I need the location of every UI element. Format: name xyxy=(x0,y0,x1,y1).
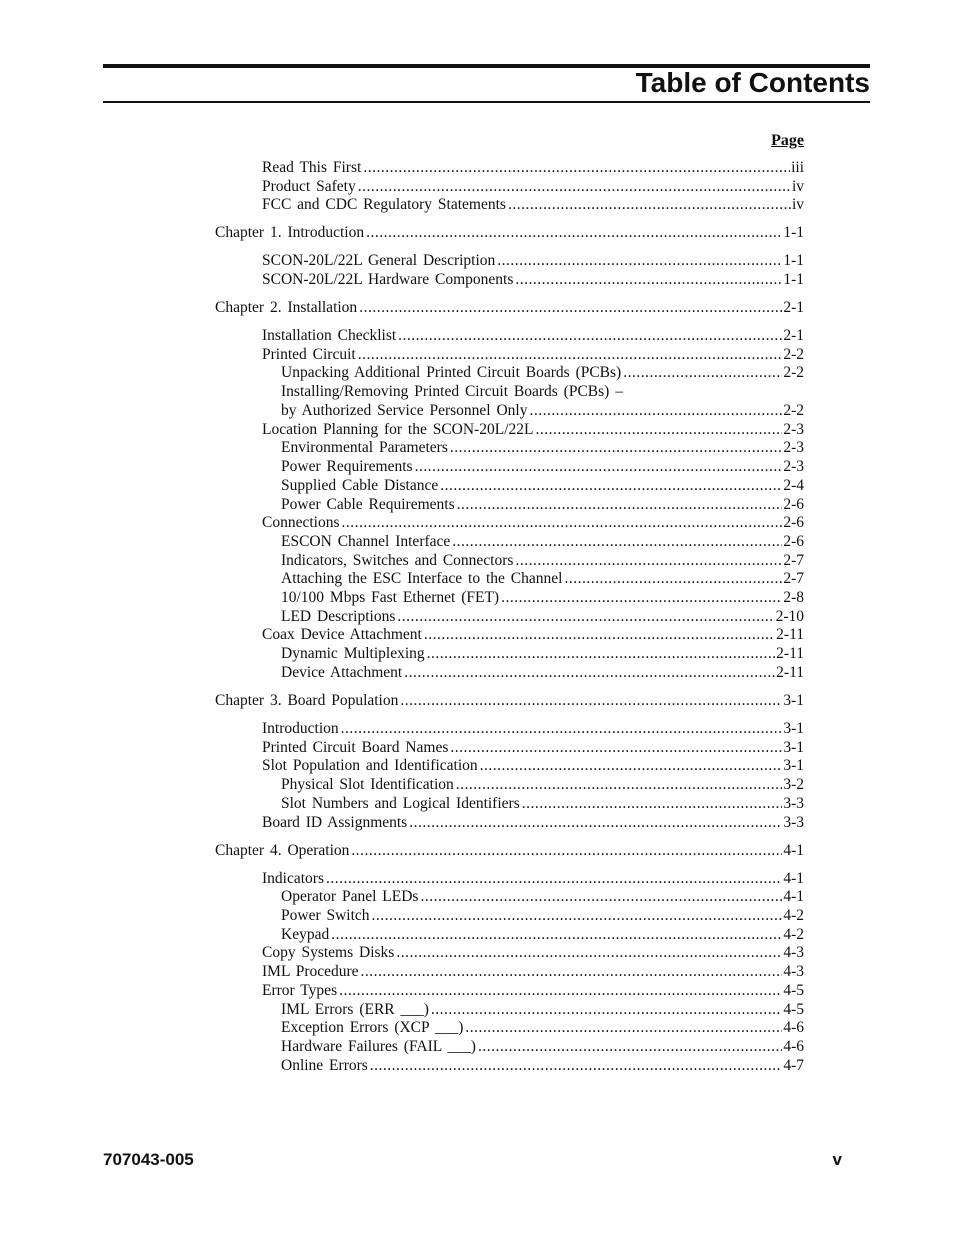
toc-chapter-entry[interactable] xyxy=(215,223,804,242)
toc-entry-label: Copy Systems Disks xyxy=(262,944,395,961)
toc-entry-label: Location Planning for the SCON-20L/22L xyxy=(262,421,534,438)
toc-leader xyxy=(478,1037,782,1056)
page-column-label: Page xyxy=(771,132,804,149)
toc-entry-page: 2-3 xyxy=(783,439,804,456)
toc-entry[interactable] xyxy=(262,813,804,832)
toc-entry-label: FCC and CDC Regulatory Statements xyxy=(262,196,506,213)
toc-entry-label: Printed Circuit xyxy=(262,346,356,363)
toc-entry[interactable] xyxy=(281,476,804,495)
toc-entry-label: Attaching the ESC Interface to the Channel xyxy=(281,570,563,587)
toc-entry-page: 3-3 xyxy=(783,795,804,812)
toc-entry-page: 3-1 xyxy=(783,692,804,709)
toc-entry-label: Keypad xyxy=(281,926,330,943)
toc-entry-label: SCON-20L/22L Hardware Components xyxy=(262,271,514,288)
toc-leader xyxy=(450,438,782,457)
toc-entry-page: iv xyxy=(791,196,804,213)
toc-entry[interactable] xyxy=(262,981,804,1000)
toc-leader xyxy=(501,588,782,607)
toc-leader xyxy=(431,1000,782,1019)
toc-entry-page: 2-10 xyxy=(775,608,804,625)
toc-leader xyxy=(564,569,782,588)
toc-entry-page: 4-3 xyxy=(783,963,804,980)
toc-entry-page: 4-5 xyxy=(783,982,804,999)
toc-leader xyxy=(404,663,775,682)
toc-entry-label: Slot Population and Identification xyxy=(262,757,478,774)
toc-entry-page: 2-11 xyxy=(776,664,804,681)
toc-leader xyxy=(331,925,782,944)
toc-entry-label: Supplied Cable Distance xyxy=(281,477,439,494)
toc-leader xyxy=(397,607,774,626)
toc-entry-label: Device Attachment xyxy=(281,664,403,681)
toc-leader xyxy=(396,943,782,962)
toc-entry-label: Unpacking Additional Printed Circuit Boards (PCBs) xyxy=(281,364,622,381)
toc-entry[interactable] xyxy=(281,1056,804,1075)
toc-leader xyxy=(326,869,782,888)
toc-leader xyxy=(339,981,782,1000)
toc-entry[interactable] xyxy=(281,1000,804,1019)
toc-entry[interactable] xyxy=(281,551,804,570)
toc-leader xyxy=(424,625,775,644)
toc-entry-page: 1-1 xyxy=(783,224,804,241)
toc-leader xyxy=(457,495,783,514)
toc-entry-label: Introduction xyxy=(262,720,339,737)
toc-entry-page: 4-5 xyxy=(783,1001,804,1018)
toc-entry-page: 4-6 xyxy=(783,1038,804,1055)
toc-leader xyxy=(363,158,790,177)
toc-leader xyxy=(450,738,782,757)
toc-entry-label: Slot Numbers and Logical Identifiers xyxy=(281,795,520,812)
toc-entry[interactable] xyxy=(281,663,804,682)
toc-leader xyxy=(351,841,782,860)
toc-entry-label: Indicators, Switches and Connectors xyxy=(281,552,514,569)
toc-entry-page: 2-7 xyxy=(783,552,804,569)
toc-entry[interactable] xyxy=(281,794,804,813)
toc-entry-label: Chapter 2. Installation xyxy=(215,299,358,316)
toc-entry[interactable] xyxy=(281,457,804,476)
toc-entry-page: 2-6 xyxy=(783,514,804,531)
toc-leader xyxy=(415,457,783,476)
toc-entry-page: 3-3 xyxy=(783,814,804,831)
toc-entry[interactable] xyxy=(281,588,804,607)
toc-entry-label: Hardware Failures (FAIL ___) xyxy=(281,1038,476,1055)
toc-entry-page: iii xyxy=(791,159,804,176)
toc-entry[interactable] xyxy=(281,887,804,906)
toc-entry-page: 4-2 xyxy=(783,907,804,924)
toc-leader xyxy=(465,1018,782,1037)
toc-entry[interactable] xyxy=(281,775,804,794)
toc-entry-page: 2-3 xyxy=(783,458,804,475)
page-number: v xyxy=(832,1150,842,1169)
toc-entry-page: 2-7 xyxy=(783,570,804,587)
toc-entry[interactable] xyxy=(262,251,804,270)
toc-entry-label: by Authorized Service Personnel Only xyxy=(281,402,528,419)
toc-entry[interactable] xyxy=(262,420,804,439)
toc-entry-label: Power Switch xyxy=(281,907,370,924)
toc-entry-label: Online Errors xyxy=(281,1057,368,1074)
toc-entry-page: 4-6 xyxy=(783,1019,804,1036)
toc-entry-page: 3-1 xyxy=(783,720,804,737)
toc-leader xyxy=(440,476,782,495)
toc-entry-label: ESCON Channel Interface xyxy=(281,533,451,550)
toc-entry[interactable] xyxy=(281,532,804,551)
toc-leader xyxy=(372,906,783,925)
document-number: 707043-005 xyxy=(103,1150,194,1169)
toc-leader xyxy=(535,420,782,439)
toc-entry-label: Exception Errors (XCP ___) xyxy=(281,1019,464,1036)
toc-entry[interactable] xyxy=(281,925,804,944)
toc-entry-page: 4-1 xyxy=(783,870,804,887)
toc-entry-label: Product Safety xyxy=(262,178,356,195)
toc-entry[interactable] xyxy=(281,569,804,588)
toc-entry-label: Coax Device Attachment xyxy=(262,626,422,643)
toc-leader xyxy=(370,1056,783,1075)
toc-leader xyxy=(342,513,783,532)
toc-leader xyxy=(480,756,783,775)
toc-entry-label: Power Cable Requirements xyxy=(281,496,455,513)
toc-entry-page: 2-3 xyxy=(783,421,804,438)
toc-entry-label: Chapter 4. Operation xyxy=(215,842,350,859)
toc-leader xyxy=(497,251,782,270)
toc-entry[interactable] xyxy=(262,195,804,214)
toc-entry-label: IML Errors (ERR ___) xyxy=(281,1001,429,1018)
toc-entry-page: 2-6 xyxy=(783,533,804,550)
toc-entry-label: Environmental Parameters xyxy=(281,439,448,456)
toc-entry[interactable] xyxy=(281,1018,804,1037)
toc-leader xyxy=(427,644,776,663)
toc-entry-label: Physical Slot Identification xyxy=(281,776,454,793)
toc-leader xyxy=(400,691,782,710)
toc-entry[interactable] xyxy=(262,270,804,289)
toc-entry[interactable] xyxy=(281,906,804,925)
toc-entry-page: 2-2 xyxy=(783,346,804,363)
toc-entry-page: iv xyxy=(791,178,804,195)
toc-entry[interactable] xyxy=(262,345,804,364)
toc-leader xyxy=(623,363,782,382)
toc-entry-page: 1-1 xyxy=(783,252,804,269)
toc-entry[interactable] xyxy=(281,1037,804,1056)
toc-leader xyxy=(456,775,783,794)
toc-entry-page: 4-1 xyxy=(783,842,804,859)
toc-entry-label: Chapter 3. Board Population xyxy=(215,692,399,709)
toc-entry[interactable] xyxy=(281,495,804,514)
toc-entry[interactable] xyxy=(262,513,804,532)
toc-leader xyxy=(452,532,782,551)
toc-entry-page: 4-2 xyxy=(783,926,804,943)
page-title: Table of Contents xyxy=(635,67,870,98)
toc-entry[interactable] xyxy=(262,869,804,888)
toc-entry-page: 4-1 xyxy=(783,888,804,905)
toc-entry-page: 2-1 xyxy=(783,299,804,316)
toc-entry[interactable] xyxy=(262,738,804,757)
toc-leader xyxy=(358,177,791,196)
toc-entry[interactable] xyxy=(262,719,804,738)
toc-entry-page: 2-2 xyxy=(783,402,804,419)
toc-entry[interactable] xyxy=(262,158,804,177)
toc-leader xyxy=(409,813,782,832)
toc-entry[interactable] xyxy=(262,326,804,345)
toc-entry[interactable] xyxy=(281,401,804,420)
toc-entry-page: 2-6 xyxy=(783,496,804,513)
toc-leader xyxy=(398,326,782,345)
toc-entry-label: Error Types xyxy=(262,982,338,999)
toc-entry-label: Power Requirements xyxy=(281,458,413,475)
toc-entry-label: Printed Circuit Board Names xyxy=(262,739,449,756)
toc-entry-label: IML Procedure xyxy=(262,963,359,980)
toc-entry[interactable] xyxy=(281,382,804,401)
toc-entry-page: 3-1 xyxy=(783,757,804,774)
toc-chapter-entry[interactable] xyxy=(215,841,804,860)
toc-entry[interactable] xyxy=(281,644,804,663)
toc-entry[interactable] xyxy=(262,962,804,981)
toc-entry-page: 2-4 xyxy=(783,477,804,494)
toc-entry-label: Chapter 1. Introduction xyxy=(215,224,365,241)
toc-entry-page: 4-7 xyxy=(783,1057,804,1074)
toc-entry-page: 3-2 xyxy=(783,776,804,793)
toc-entry-label: Indicators xyxy=(262,870,324,887)
toc-chapter-entry[interactable] xyxy=(215,691,804,710)
toc-leader xyxy=(359,298,782,317)
toc-entry[interactable] xyxy=(262,756,804,775)
toc-leader xyxy=(522,794,783,813)
toc-entry-label: LED Descriptions xyxy=(281,608,396,625)
toc-leader xyxy=(358,345,783,364)
toc-entry[interactable] xyxy=(262,943,804,962)
toc-leader xyxy=(515,270,782,289)
toc-leader xyxy=(420,887,782,906)
toc-entry-label: 10/100 Mbps Fast Ethernet (FET) xyxy=(281,589,500,606)
toc-entry[interactable] xyxy=(262,625,804,644)
toc-leader xyxy=(341,719,783,738)
toc-entry-page: 3-1 xyxy=(783,739,804,756)
toc-entry-page: 2-8 xyxy=(783,589,804,606)
toc-entry-page: 2-1 xyxy=(783,327,804,344)
toc-entry-label: Dynamic Multiplexing xyxy=(281,645,425,662)
toc-entry-label: Connections xyxy=(262,514,340,531)
toc-entry-page: 2-11 xyxy=(776,626,804,643)
toc-leader xyxy=(366,223,782,242)
toc-entry-page: 2-2 xyxy=(783,364,804,381)
toc-entry[interactable] xyxy=(262,177,804,196)
toc-leader xyxy=(361,962,783,981)
toc-chapter-entry[interactable] xyxy=(215,298,804,317)
toc-leader xyxy=(508,195,791,214)
toc-entry-label: SCON-20L/22L General Description xyxy=(262,252,496,269)
toc-entry[interactable] xyxy=(281,438,804,457)
toc-entry-label: Installation Checklist xyxy=(262,327,397,344)
toc-entry-label: Installing/Removing Printed Circuit Boards (PCBs) – xyxy=(281,383,623,400)
toc-leader xyxy=(529,401,782,420)
toc-entry-page: 4-3 xyxy=(783,944,804,961)
toc-entry-label: Board ID Assignments xyxy=(262,814,408,831)
toc-entry-page: 1-1 xyxy=(783,271,804,288)
toc-entry-label: Read This First xyxy=(262,159,362,176)
toc-entry-page: 2-11 xyxy=(776,645,804,662)
toc-leader xyxy=(515,551,782,570)
toc-entry-label: Operator Panel LEDs xyxy=(281,888,419,905)
toc-entry[interactable] xyxy=(281,363,804,382)
toc-entry[interactable] xyxy=(281,607,804,626)
